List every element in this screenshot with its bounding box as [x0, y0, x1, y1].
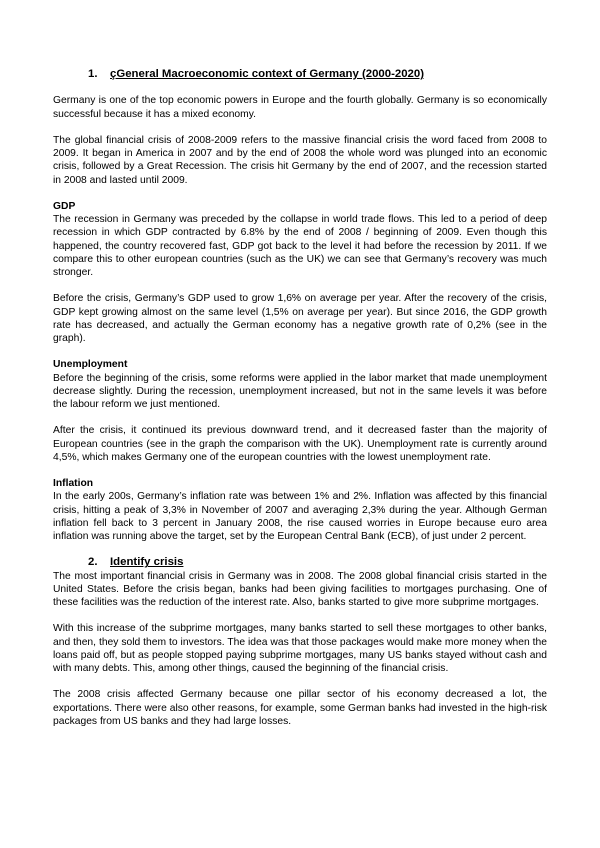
- gdp-paragraph-2: Before the crisis, Germany’s GDP used to grow 1,6% on average per year. After the recovery of the crisis, GDP kept growing almost on the same level (1,5% on average per year). But since 2016, the GDP growth rate has decreased, and actually the German economy has a negative growth rate of 0,2% (see in the graph).: [53, 293, 547, 344]
- intro-paragraph-2: The global financial crisis of 2008-2009 refers to the massive financial crisis the word faced from 2008 to 2009. It began in America in 2007 and by the end of 2008 the whole word was plunged into an economic crisis, followed by a Great Recession. The crisis hit Germany by the end of 2007, and the recession started in 2008 and lasted until 2009.: [53, 134, 547, 186]
- section-1-heading: [88, 68, 547, 81]
- section-2-title: Identify crisis: [110, 556, 184, 569]
- gdp-heading: GDP: [53, 200, 76, 212]
- section-1-title: çGeneral Macroeconomic context of Germany (2000-2020): [110, 68, 424, 80]
- document-content: [53, 68, 547, 728]
- identify-paragraph-1: The most important financial crisis in Germany was in 2008. The 2008 global financial crisis started in the United States. Before the crisis began, banks had been giving facilities to mortgages purchasing. One of these facilities was the reduction of the interest rate. Also, banks started to give more subprime mortgages.: [53, 570, 547, 608]
- inflation-heading: Inflation: [53, 478, 94, 490]
- inflation-paragraph: In the early 200s, Germany’s inflation rate was between 1% and 2%. Inflation was affected by this financial crisis, hitting a peak of 3,3% in November of 2007 and averaging 2,3% during the year. Although German inflation fell back to 3 percent in January 2008, the rise caused worries in Europe because euro area inflation was running above the target, set by the European Central Bank (ECB), of just under 2 percent.: [53, 491, 547, 542]
- identify-paragraph-3: The 2008 crisis affected Germany because one pillar sector of his economy decreased a lot, the exportations. There were also other reasons, for example, some German banks had invested in the high-risk packages from US banks and they had large losses.: [53, 689, 547, 727]
- unemployment-paragraph-2: After the crisis, it continued its previous downward trend, and it decreased faster than the majority of European countries (see in the graph the comparison with the UK). Unemployment rate is currently around 4,5%, which makes Germany one of the european countries with the lowest unemployment rate.: [53, 425, 547, 463]
- section-2-number: 2.: [88, 556, 98, 569]
- gdp-paragraph-1: The recession in Germany was preceded by the collapse in world trade flows. This led to a period of deep recession in which GDP contracted by 6.8% by the end of 2008 / beginning of 2009. Even though this happened, the country recovered fast, GDP got back to the level it had before the recession by 2011. If we compare this to other european countries (such as the UK) we can see that Germany’s recovery was much stronger.: [53, 214, 547, 278]
- unemployment-paragraph-1: Before the beginning of the crisis, some reforms were applied in the labor market that made unemployment decrease slightly. During the recession, unemployment increased, but not in the same levels it was before the labour reform we just mentioned.: [53, 372, 547, 410]
- unemployment-heading: Unemployment: [53, 359, 128, 371]
- identify-paragraph-2: With this increase of the subprime mortgages, many banks started to sell these mortgages to other banks, and then, they sold them to investors. The idea was that those packages would make more money when the loans paid off, but as people stopped paying subprime mortgages, many US banks stayed without cash and with many debts. This, among other things, caused the beginning of the financial crisis.: [53, 623, 547, 674]
- section-2-heading: [88, 556, 547, 569]
- section-1-number: 1.: [88, 68, 98, 80]
- intro-paragraph-1: Germany is one of the top economic powers in Europe and the fourth globally. Germany is so economically successful because it has a mixed economy.: [53, 95, 547, 120]
